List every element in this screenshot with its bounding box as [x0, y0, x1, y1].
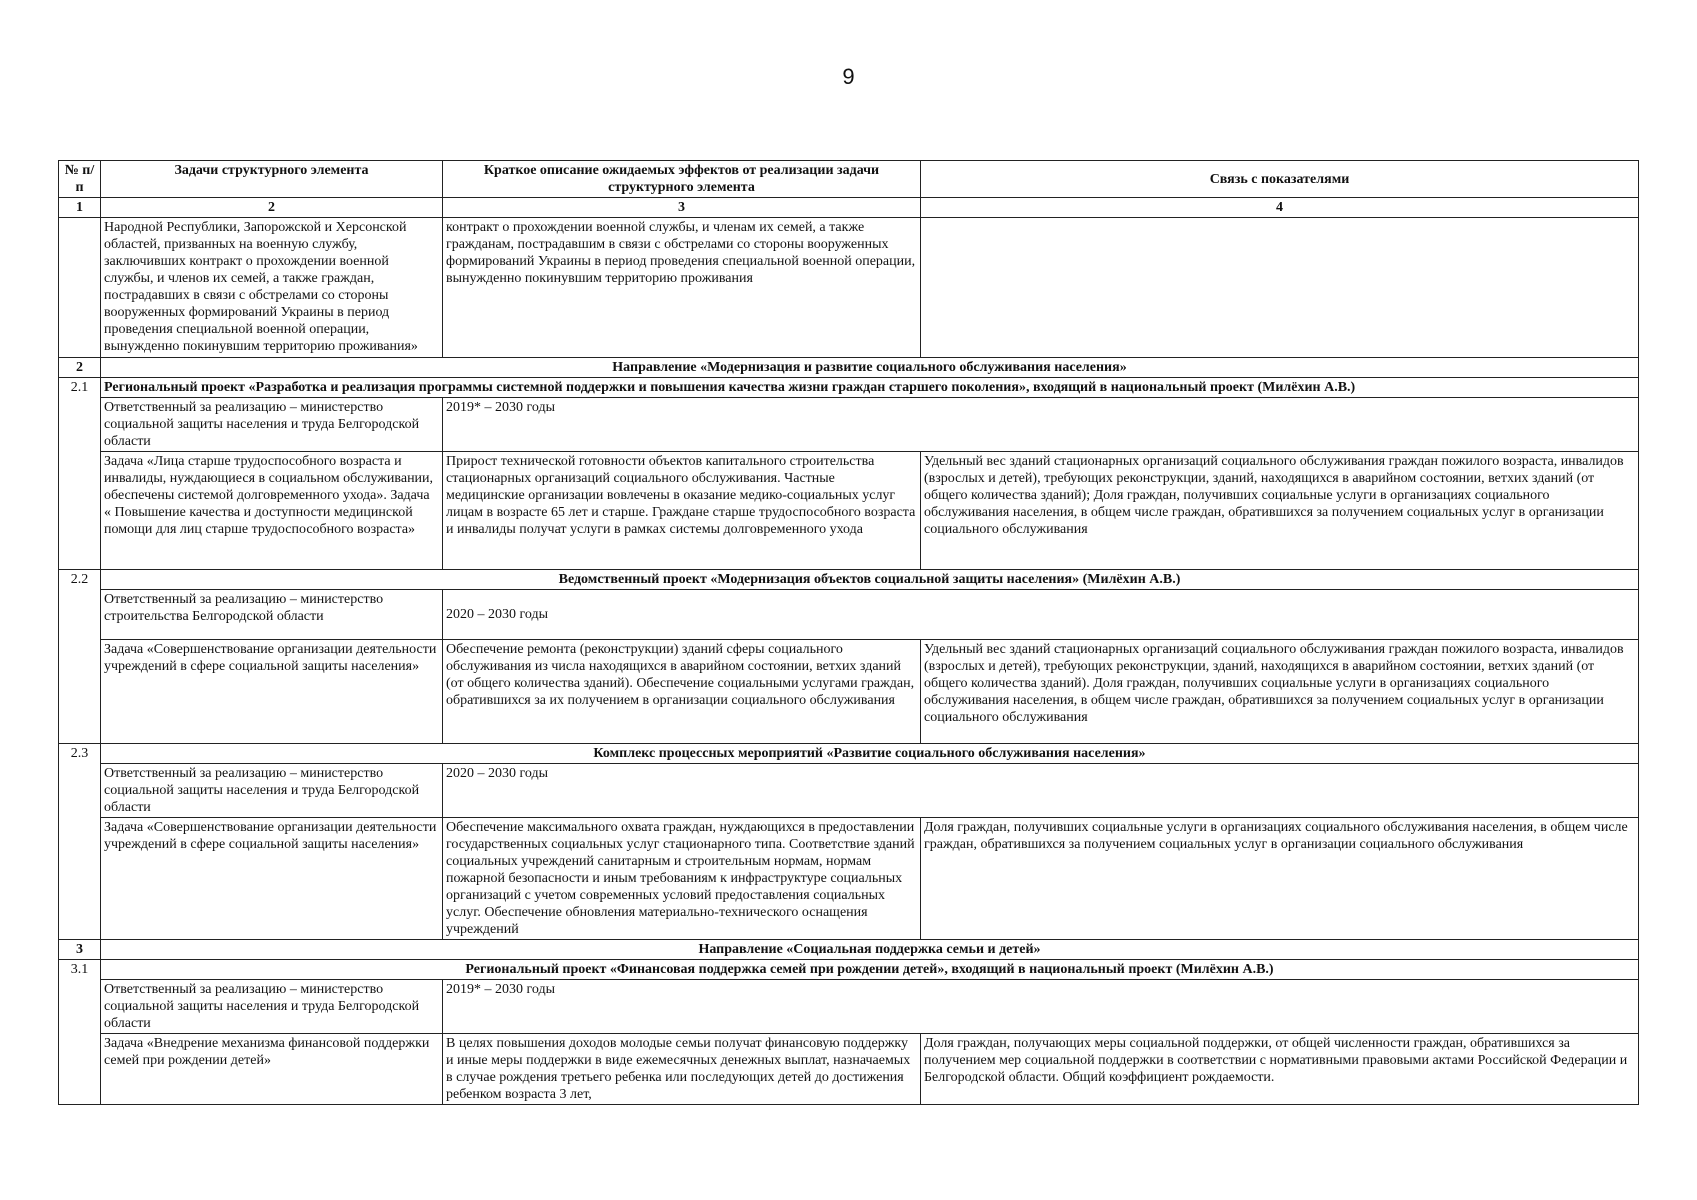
s22-num: 2.2: [59, 570, 101, 744]
section-2-num: 2: [59, 358, 101, 378]
s31-effect: В целях повышения доходов молодые семьи получат финансовую поддержку и иные меры поддержки в виде ежемесячных денежных выплат, назначаемых в случае рождения третьего ребенка или последующих детей до достижения ребенком возраста 3 лет,: [443, 1034, 921, 1105]
s31-resp-row: [59, 980, 1639, 1034]
cont-effects: контракт о прохождении военной службы, и членам их семей, а также гражданам, пострадавшим в связи с обстрелами со стороны вооруженных формирований Украины в период проведения специальной военной операции, вынужденно покинувшим территорию проживания: [443, 218, 921, 358]
s22-project-title: Ведомственный проект «Модернизация объектов социальной защиты населения» (Милёхин А.В.): [101, 570, 1639, 590]
column-number-row: [59, 198, 1639, 218]
header-indicators: Связь с показателями: [921, 161, 1639, 198]
cont-indicators: [921, 218, 1639, 358]
page-number: 9: [842, 64, 855, 89]
s23-project-row: [59, 744, 1639, 764]
s31-project-row: [59, 960, 1639, 980]
header-tasks: Задачи структурного элемента: [101, 161, 443, 198]
s21-project-row: [59, 378, 1639, 398]
s21-responsible: Ответственный за реализацию – министерство социальной защиты населения и труда Белгородской области: [101, 398, 443, 452]
colnum-1: 1: [59, 198, 101, 218]
s23-num: 2.3: [59, 744, 101, 940]
s22-task-row: [59, 640, 1639, 744]
colnum-2: 2: [101, 198, 443, 218]
s23-task: Задача «Совершенствование организации деятельности учреждений в сфере социальной защиты населения»: [101, 818, 443, 940]
table-header-row: [59, 161, 1639, 198]
s31-responsible: Ответственный за реализацию – министерство социальной защиты населения и труда Белгородской области: [101, 980, 443, 1034]
continuation-row: [59, 218, 1639, 358]
s31-period: 2019* – 2030 годы: [443, 980, 1639, 1034]
s31-task-row: [59, 1034, 1639, 1105]
s31-indicator: Доля граждан, получающих меры социальной поддержки, от общей численности граждан, обратившихся за получением мер социальной поддержки в соответствии с нормативными правовыми актами Российской Федерации и Белгородской области. Общий коэффициент рождаемости.: [921, 1034, 1639, 1105]
s22-project-row: [59, 570, 1639, 590]
colnum-3: 3: [443, 198, 921, 218]
section-2-title: Направление «Модернизация и развитие социального обслуживания населения»: [101, 358, 1639, 378]
s23-indicator: Доля граждан, получивших социальные услуги в организациях социального обслуживания населения, в общем числе граждан, обратившихся за получением социальных услуг в организации социального обслуживания: [921, 818, 1639, 940]
s22-effect: Обеспечение ремонта (реконструкции) зданий сферы социального обслуживания из числа находящихся в аварийном состоянии, ветхих зданий (от общего количества зданий). Обеспечение социальными услугами граждан, обратившихся за их получением в организации социального обслуживания: [443, 640, 921, 744]
s23-project-title: Комплекс процессных мероприятий «Развитие социального обслуживания населения»: [101, 744, 1639, 764]
s22-period: 2020 – 2030 годы: [443, 590, 1639, 640]
s21-task-row: [59, 452, 1639, 570]
cont-tasks: Народной Республики, Запорожской и Херсонской областей, призванных на военную службу, заключивших контракт о прохождении военной службы, и членов их семей, а также граждан, пострадавших в связи с обстрелами со стороны вооруженных формирований Украины в период проведения специальной военной операции, вынужденно покинувшим территорию проживания»: [101, 218, 443, 358]
cont-num: [59, 218, 101, 358]
s21-project-title: Региональный проект «Разработка и реализация программы системной поддержки и повышения качества жизни граждан старшего поколения», входящий в национальный проект (Милёхин А.В.): [101, 378, 1639, 398]
s21-task: Задача «Лица старше трудоспособного возраста и инвалиды, нуждающиеся в социальном обслуживании, обеспечены системой долговременного ухода». Задача « Повышение качества и доступности медицинской помощи для лиц старше трудоспособного возраста»: [101, 452, 443, 570]
s21-effect: Прирост технической готовности объектов капитального строительства стационарных организаций социального обслуживания. Частные медицинские организации вовлечены в оказание медико-социальных услуг лицам в возрасте 65 лет и старше. Граждане старше трудоспособного возраста и инвалиды получат услуги в рамках системы долговременного ухода: [443, 452, 921, 570]
s21-period: 2019* – 2030 годы: [443, 398, 1639, 452]
section-3-num: 3: [59, 940, 101, 960]
s23-resp-row: [59, 764, 1639, 818]
s22-task: Задача «Совершенствование организации деятельности учреждений в сфере социальной защиты населения»: [101, 640, 443, 744]
s21-resp-row: [59, 398, 1639, 452]
s23-task-row: [59, 818, 1639, 940]
s22-responsible: Ответственный за реализацию – министерство строительства Белгородской области: [101, 590, 443, 640]
header-effects: Краткое описание ожидаемых эффектов от реализации задачи структурного элемента: [443, 161, 921, 198]
s23-responsible: Ответственный за реализацию – министерство социальной защиты населения и труда Белгородской области: [101, 764, 443, 818]
s23-period: 2020 – 2030 годы: [443, 764, 1639, 818]
colnum-4: 4: [921, 198, 1639, 218]
s22-resp-row: [59, 590, 1639, 640]
section-3-title: Направление «Социальная поддержка семьи и детей»: [101, 940, 1639, 960]
section-3-row: [59, 940, 1639, 960]
s31-num: 3.1: [59, 960, 101, 1105]
s21-indicator: Удельный вес зданий стационарных организаций социального обслуживания граждан пожилого возраста, инвалидов (взрослых и детей), требующих реконструкции, зданий, находящихся в аварийном состоянии, ветхих зданий (от общего количества зданий); Доля граждан, получивших социальные услуги в организациях социального обслуживания населения, в общем числе граждан, обратившихся за получением социальных услуг в организации социального обслуживания: [921, 452, 1639, 570]
section-2-row: [59, 358, 1639, 378]
structural-elements-table: [58, 160, 1639, 1105]
s22-indicator: Удельный вес зданий стационарных организаций социального обслуживания граждан пожилого возраста, инвалидов (взрослых и детей), требующих реконструкции, зданий, находящихся в аварийном состоянии, ветхих зданий (от общего количества зданий). Доля граждан, получивших социальные услуги в организациях социального обслуживания населения, в общем числе граждан, обратившихся за получением социальных услуг в организации социального обслуживания: [921, 640, 1639, 744]
s31-project-title: Региональный проект «Финансовая поддержка семей при рождении детей», входящий в национальный проект (Милёхин А.В.): [101, 960, 1639, 980]
header-num: № п/п: [59, 161, 101, 198]
s31-task: Задача «Внедрение механизма финансовой поддержки семей при рождении детей»: [101, 1034, 443, 1105]
s21-num: 2.1: [59, 378, 101, 570]
s23-effect: Обеспечение максимального охвата граждан, нуждающихся в предоставлении государственных социальных услуг стационарного типа. Соответствие зданий социальных учреждений санитарным и строительным нормам, нормам пожарной безопасности и иным требованиям к инфраструктуре социальных организаций с учетом современных условий предоставления социальных услуг. Обеспечение обновления материально-технического оснащения учреждений: [443, 818, 921, 940]
